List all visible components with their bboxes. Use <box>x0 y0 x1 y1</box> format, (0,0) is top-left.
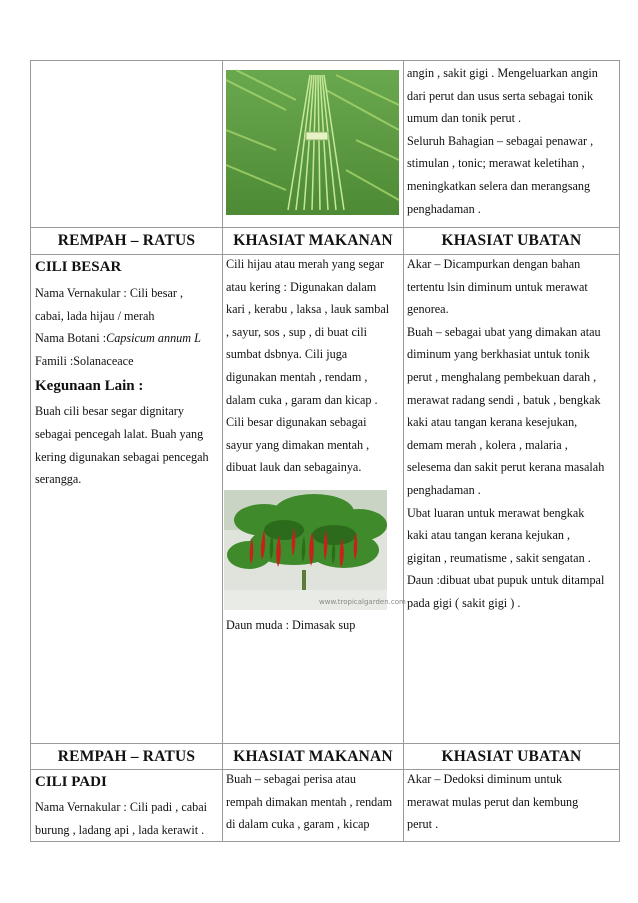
text-line: umum dan tonik perut . <box>407 111 522 126</box>
ubatan-line: Akar – Dedoksi diminum untuk <box>407 772 563 786</box>
kegunaan-line: kering digunakan sebagai pencegah <box>35 449 209 464</box>
ubatan-line: merawat radang sendi , batuk , bengkak <box>407 392 601 407</box>
ubatan-line: penghadaman . <box>407 482 481 497</box>
ubatan-line: demam merah , kolera , malaria , <box>407 437 568 452</box>
kegunaan-title: Kegunaan Lain : <box>35 378 144 395</box>
header-rempah-ratus: REMPAH – RATUS <box>57 232 196 249</box>
botani-label: Nama Botani : <box>35 331 107 346</box>
makanan-line: Cili hijau atau merah yang segar <box>226 257 385 271</box>
kegunaan-line: Buah cili besar segar dignitary <box>35 404 184 419</box>
table-border-top <box>30 60 620 61</box>
ubatan-line: perut . <box>407 817 439 832</box>
text-line: angin , sakit gigi . Mengeluarkan angin <box>407 66 598 80</box>
ubatan-line: merawat mulas perut dan kembung <box>407 794 579 809</box>
text-line: penghadaman . <box>407 201 481 216</box>
column-divider-2 <box>403 60 404 842</box>
ubatan-line: Daun :dibuat ubat pupuk untuk ditampal <box>407 573 605 588</box>
makanan-line: kari , kerabu , laksa , lauk sambal <box>226 302 390 317</box>
header-khasiat-ubatan: KHASIAT UBATAN <box>441 232 582 249</box>
makanan-line: , sayur, sos , sup , di buat cili <box>226 324 368 339</box>
chives-photo <box>226 70 399 215</box>
chili-plant-photo <box>224 490 406 610</box>
ubatan-line: kaki atau tangan kerana kesejukan, <box>407 415 578 430</box>
header-rempah-ratus-2: REMPAH – RATUS <box>57 748 196 765</box>
ubatan-line: gigitan , reumatisme , sakit sengatan . <box>407 550 591 565</box>
daun-line: Daun muda : Dimasak sup <box>226 618 356 632</box>
vernacular-line: Nama Vernakular : Cili besar , <box>35 286 184 300</box>
ubatan-line: selesema dan sakit perut kerana masalah <box>407 460 605 475</box>
photo-watermark: www.tropicalgarden.com <box>319 598 406 606</box>
ubatan-line: Akar – Dicampurkan dengan bahan <box>407 257 581 271</box>
cili-besar-rempah-cell <box>35 256 209 491</box>
makanan-line: dibuat lauk dan sebagainya. <box>226 460 362 475</box>
cili-besar-makanan-cell <box>226 253 389 479</box>
section-title: CILI BESAR <box>35 259 122 275</box>
ubatan-line: perut , menghalang pembekuan darah , <box>407 369 597 384</box>
famili-line: Famili :Solanaceace <box>35 353 134 368</box>
kegunaan-line: sebagai pencegah lalat. Buah yang <box>35 426 204 441</box>
makanan-line: sumbat dsbnya. Cili juga <box>226 347 348 362</box>
ubatan-line: Buah – sebagai ubat yang dimakan atau <box>407 324 601 339</box>
text-line: Seluruh Bahagian – sebagai penawar , <box>407 133 594 148</box>
makanan-line: sayur yang dimakan mentah , <box>226 437 370 452</box>
ubatan-line: kaki atau tangan kerana kejukan , <box>407 528 571 543</box>
cili-besar-daun <box>226 614 355 637</box>
header-khasiat-makanan: KHASIAT MAKANAN <box>233 232 393 249</box>
ubatan-line: diminum yang berkhasiat untuk tonik <box>407 347 590 362</box>
header-khasiat-ubatan-2: KHASIAT UBATAN <box>441 748 582 765</box>
makanan-line: dalam cuka , garam dan kicap . <box>226 392 378 407</box>
ubatan-line: Ubat luaran untuk merawat bengkak <box>407 505 585 520</box>
vernacular-line: cabai, lada hijau / merah <box>35 308 155 323</box>
makanan-line: digunakan mentah , rendam , <box>226 369 368 384</box>
botani-line <box>35 327 209 350</box>
table-border-right <box>619 60 620 842</box>
kegunaan-line: serangga. <box>35 472 82 487</box>
makanan-line: atau kering : Digunakan dalam <box>226 279 377 294</box>
header-khasiat-makanan-2: KHASIAT MAKANAN <box>233 748 393 765</box>
cili-besar-ubatan-cell <box>407 253 604 615</box>
column-divider-1 <box>222 60 223 842</box>
makanan-line: rempah dimakan mentah , rendam <box>226 794 393 809</box>
text-line: dari perut dan usus serta sebagai tonik <box>407 88 594 103</box>
vernacular-line: burung , ladang api , lada kerawit . <box>35 822 205 837</box>
makanan-line: Buah – sebagai perisa atau <box>226 772 356 786</box>
cili-padi-ubatan-cell <box>407 768 578 836</box>
vernacular-line: Nama Vernakular : Cili padi , cabai <box>35 800 208 814</box>
cili-padi-rempah-cell <box>35 771 207 841</box>
makanan-line: Cili besar digunakan sebagai <box>226 415 367 430</box>
table-border-left <box>30 60 31 842</box>
top-ubatan-text <box>407 62 598 220</box>
row-divider-1 <box>30 227 620 228</box>
makanan-line: di dalam cuka , garam , kicap <box>226 817 370 832</box>
ubatan-line: genorea. <box>407 302 449 317</box>
botani-name: Capsicum annum L <box>106 331 201 346</box>
section-title: CILI PADI <box>35 774 107 790</box>
ubatan-line: pada gigi ( sakit gigi ) . <box>407 595 521 610</box>
cili-padi-makanan-cell <box>226 768 392 836</box>
ubatan-line: tertentu lsin diminum untuk merawat <box>407 279 588 294</box>
row-divider-3 <box>30 743 620 744</box>
text-line: meningkatkan selera dan merangsang <box>407 178 591 193</box>
text-line: stimulan , tonic; merawat keletihan , <box>407 156 585 171</box>
